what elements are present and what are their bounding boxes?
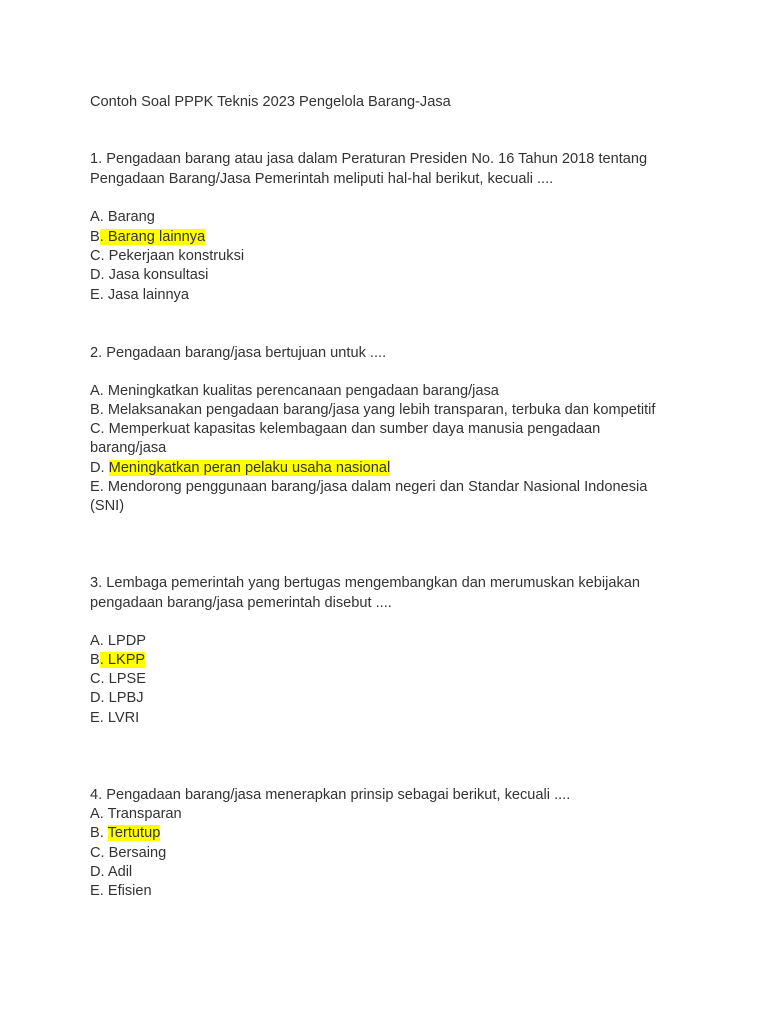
question-3-option-a: A. LPDP <box>90 633 146 649</box>
question-1-stem-line-1: 1. Pengadaan barang atau jasa dalam Peraturan Presiden No. 16 Tahun 2018 tentang <box>90 151 648 167</box>
question-2-stem: 2. Pengadaan barang/jasa bertujuan untuk .... <box>90 345 387 361</box>
answer-highlight: . Barang lainnya <box>99 229 206 245</box>
question-4-option-a: A. Transparan <box>90 806 182 822</box>
question-4-option-b-answer: B. Tertutup <box>90 825 161 841</box>
question-1-stem-line-2: Pengadaan Barang/Jasa Pemerintah meliputi hal-hal berikut, kecuali .... <box>90 171 554 187</box>
question-4-stem: 4. Pengadaan barang/jasa menerapkan prinsip sebagai berikut, kecuali .... <box>90 787 571 803</box>
question-1-option-b-answer: B. Barang lainnya <box>90 229 206 245</box>
question-3-option-c: C. LPSE <box>90 671 146 687</box>
question-2-option-b: B. Melaksanakan pengadaan barang/jasa yang lebih transparan, terbuka dan kompetitif <box>90 402 656 418</box>
question-4-option-d: D. Adil <box>90 864 133 880</box>
question-2-option-a: A. Meningkatkan kualitas perencanaan pengadaan barang/jasa <box>90 383 499 399</box>
question-4-option-c: C. Bersaing <box>90 845 167 861</box>
question-3-stem-line-1: 3. Lembaga pemerintah yang bertugas mengembangkan dan merumuskan kebijakan <box>90 575 641 591</box>
question-3-stem-line-2: pengadaan barang/jasa pemerintah disebut .... <box>90 595 392 611</box>
question-3-option-e: E. LVRI <box>90 710 140 726</box>
question-2-option-c: C. Memperkuat kapasitas kelembagaan dan sumber daya manusia pengadaan <box>90 421 601 437</box>
question-2-option-e-cont: (SNI) <box>90 498 125 514</box>
question-3-option-d: D. LPBJ <box>90 690 144 706</box>
question-2-option-d-answer: D. Meningkatkan peran pelaku usaha nasional <box>90 460 391 476</box>
question-3-option-b-answer: B. LKPP <box>90 652 146 668</box>
question-1-option-a: A. Barang <box>90 209 155 225</box>
answer-highlight: Tertutup <box>107 825 161 841</box>
question-1-option-c: C. Pekerjaan konstruksi <box>90 248 245 264</box>
answer-highlight: Meningkatkan peran pelaku usaha nasional <box>108 460 391 476</box>
question-2-option-e: E. Mendorong penggunaan barang/jasa dalam negeri dan Standar Nasional Indonesia <box>90 479 648 495</box>
answer-highlight: . LKPP <box>99 652 146 668</box>
question-2-option-c-cont: barang/jasa <box>90 440 167 456</box>
question-4-option-e: E. Efisien <box>90 883 152 899</box>
question-1-option-d: D. Jasa konsultasi <box>90 267 209 283</box>
question-1-option-e: E. Jasa lainnya <box>90 287 189 303</box>
document-title: Contoh Soal PPPK Teknis 2023 Pengelola Barang-Jasa <box>90 94 451 110</box>
